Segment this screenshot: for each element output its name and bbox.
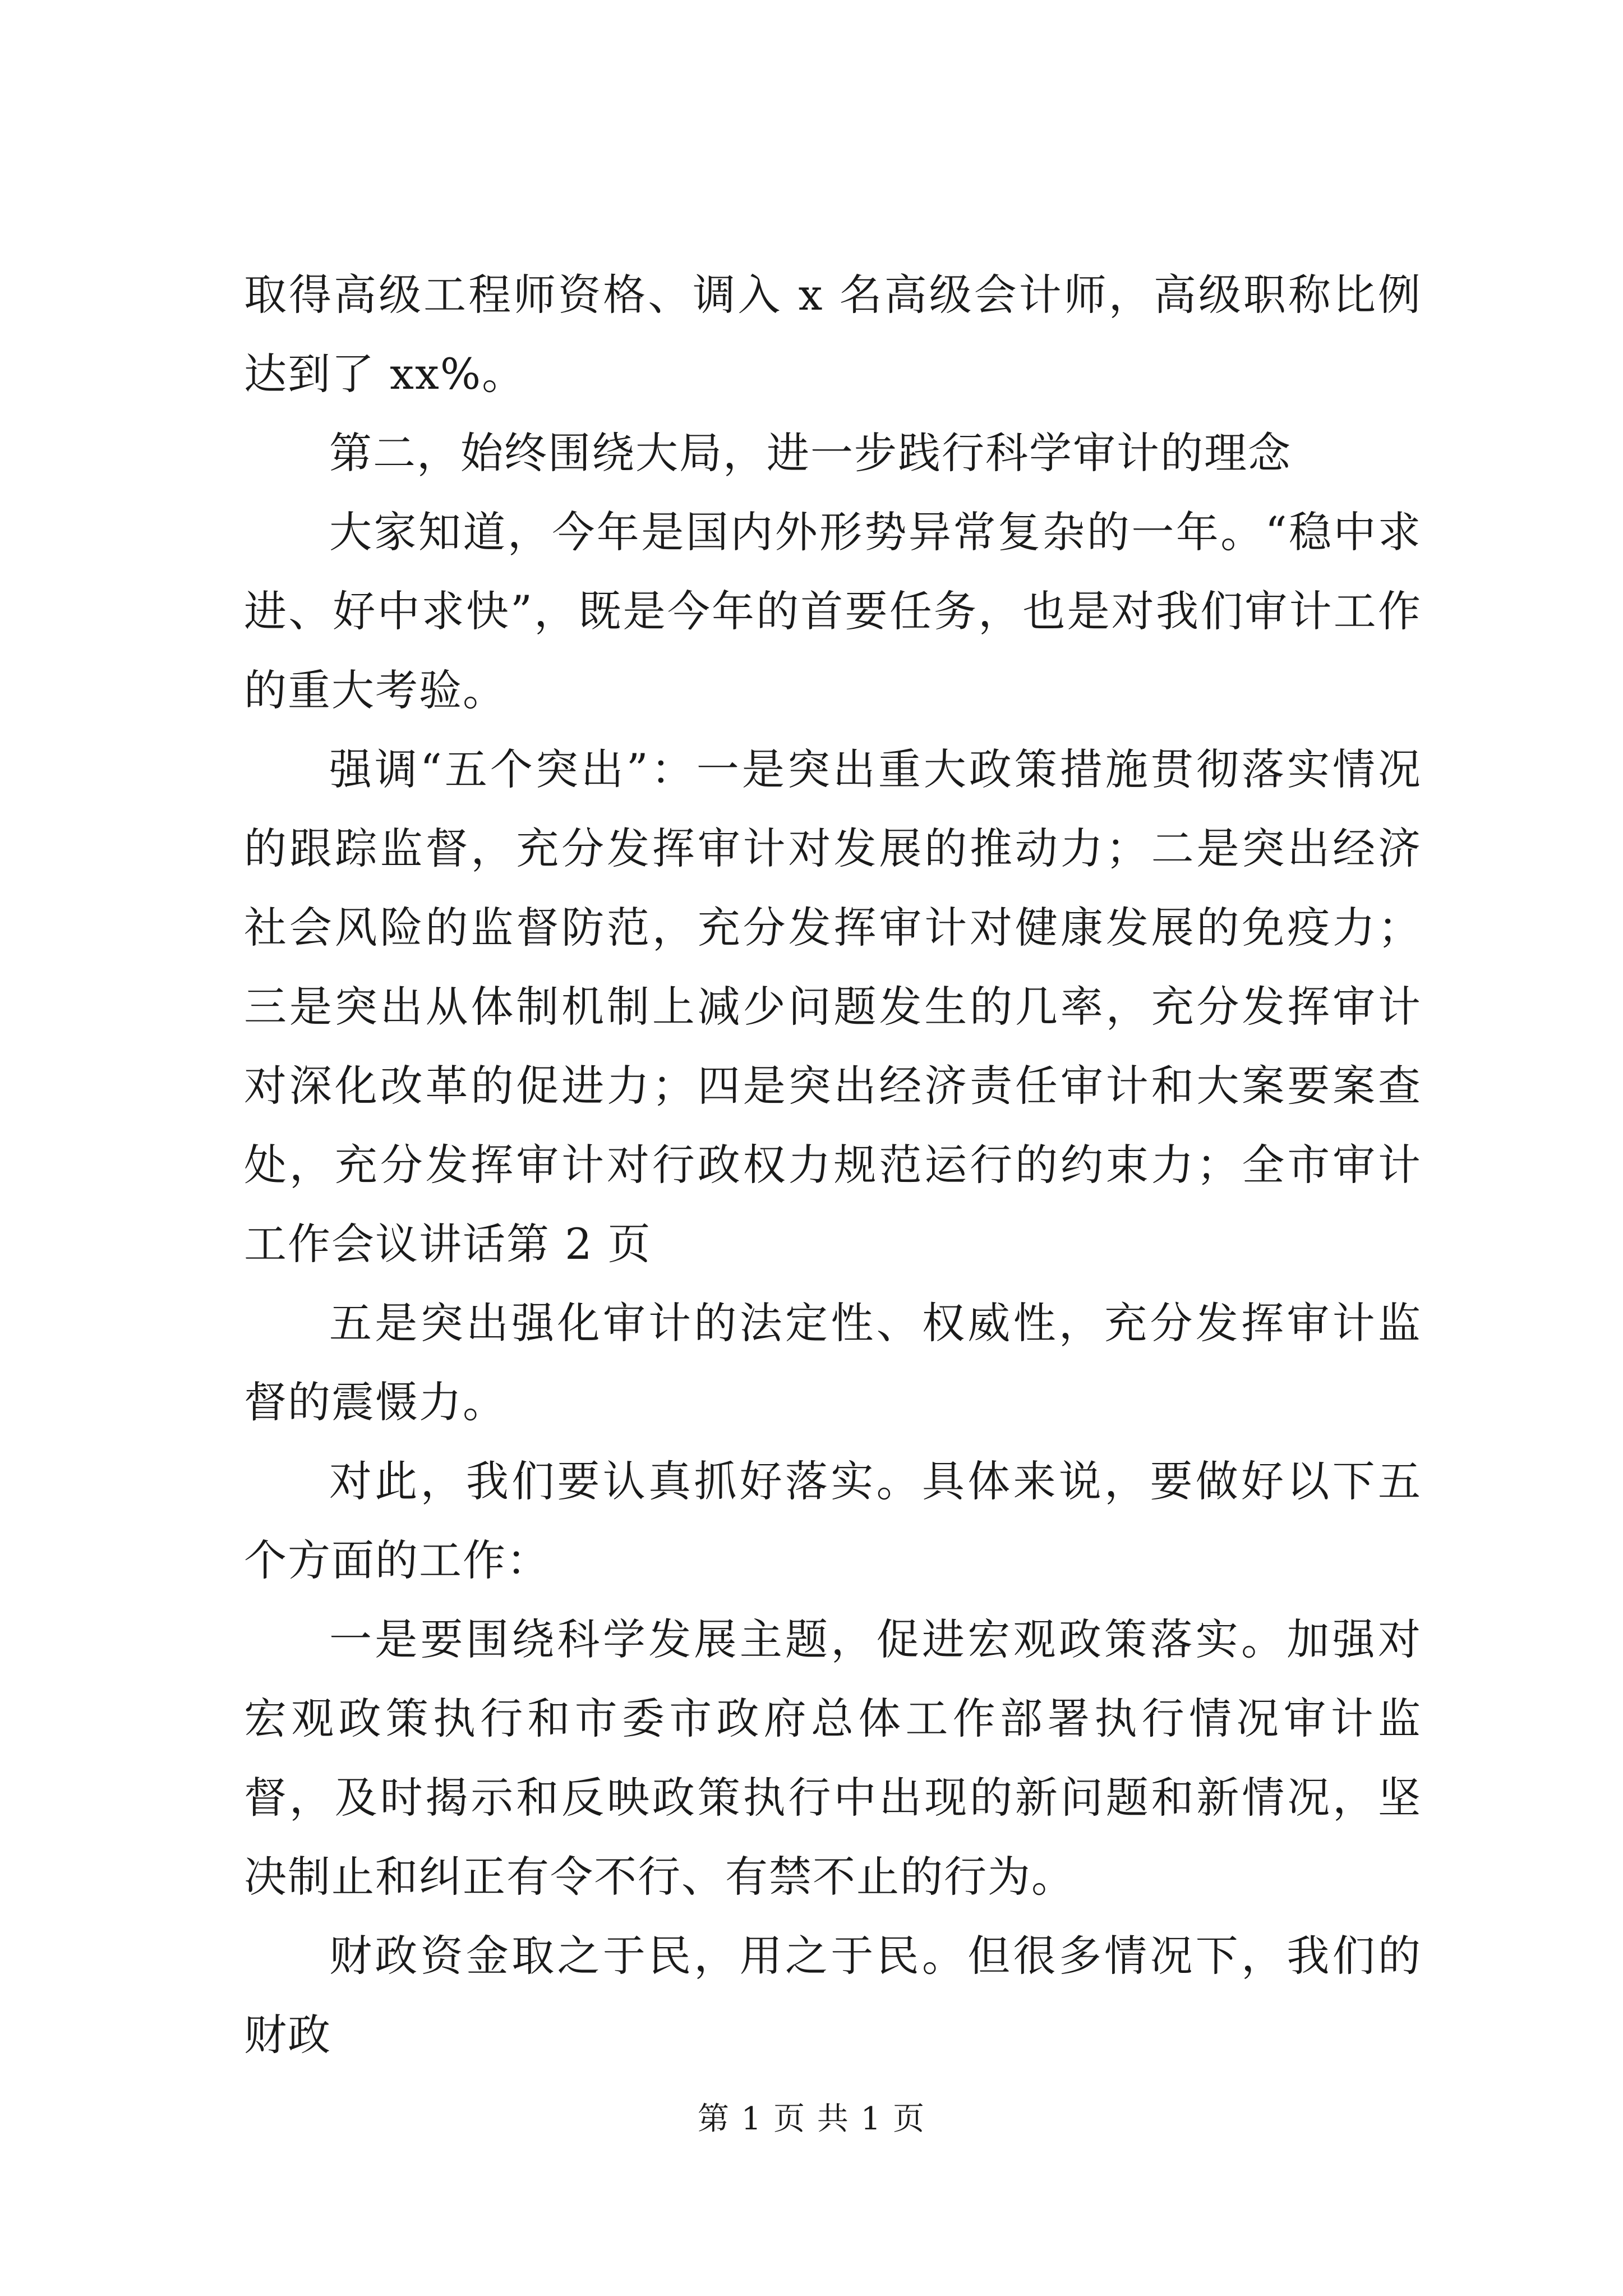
paragraph-3: 大家知道，今年是国内外形势异常复杂的一年。“稳中求进、好中求快”，既是今年的首要任务，也是对我们审计工作的重大考验。 (244, 507, 1422, 715)
document-body (244, 255, 1422, 2074)
paragraph-5: 五是突出强化审计的法定性、权威性，充分发挥审计监督的震慑力。 (244, 1298, 1422, 1427)
paragraph-7: 一是要围绕科学发展主题，促进宏观政策落实。加强对宏观政策执行和市委市政府总体工作部署执行情况审计监督，及时揭示和反映政策执行中出现的新问题和新情况，坚决制止和纠正有令不行、有禁不止的行为。 (244, 1614, 1422, 1902)
paragraph-6: 对此，我们要认真抓好落实。具体来说，要做好以下五个方面的工作： (244, 1456, 1422, 1585)
paragraph-2-heading: 第二，始终围绕大局，进一步践行科学审计的理念 (329, 428, 1292, 478)
page-footer: 第 1 页 共 1 页 (697, 2101, 926, 2137)
paragraph-8: 财政资金取之于民，用之于民。但很多情况下，我们的财政 (244, 1931, 1422, 2060)
paragraph-4: 强调“五个突出”：一是突出重大政策措施贯彻落实情况的跟踪监督，充分发挥审计对发展的推动力；二是突出经济社会风险的监督防范，充分发挥审计对健康发展的免疫力；三是突出从体制机制上减少问题发生的几率，充分发挥审计对深化改革的促进力；四是突出经济责任审计和大案要案查处，充分发挥审计对行政权力规范运行的约束力；全市审计工作会议讲话第 2 页 (244, 744, 1422, 1269)
paragraph-1: 取得高级工程师资格、调入 x 名高级会计师，高级职称比例达到了 xx%。 (244, 270, 1422, 399)
